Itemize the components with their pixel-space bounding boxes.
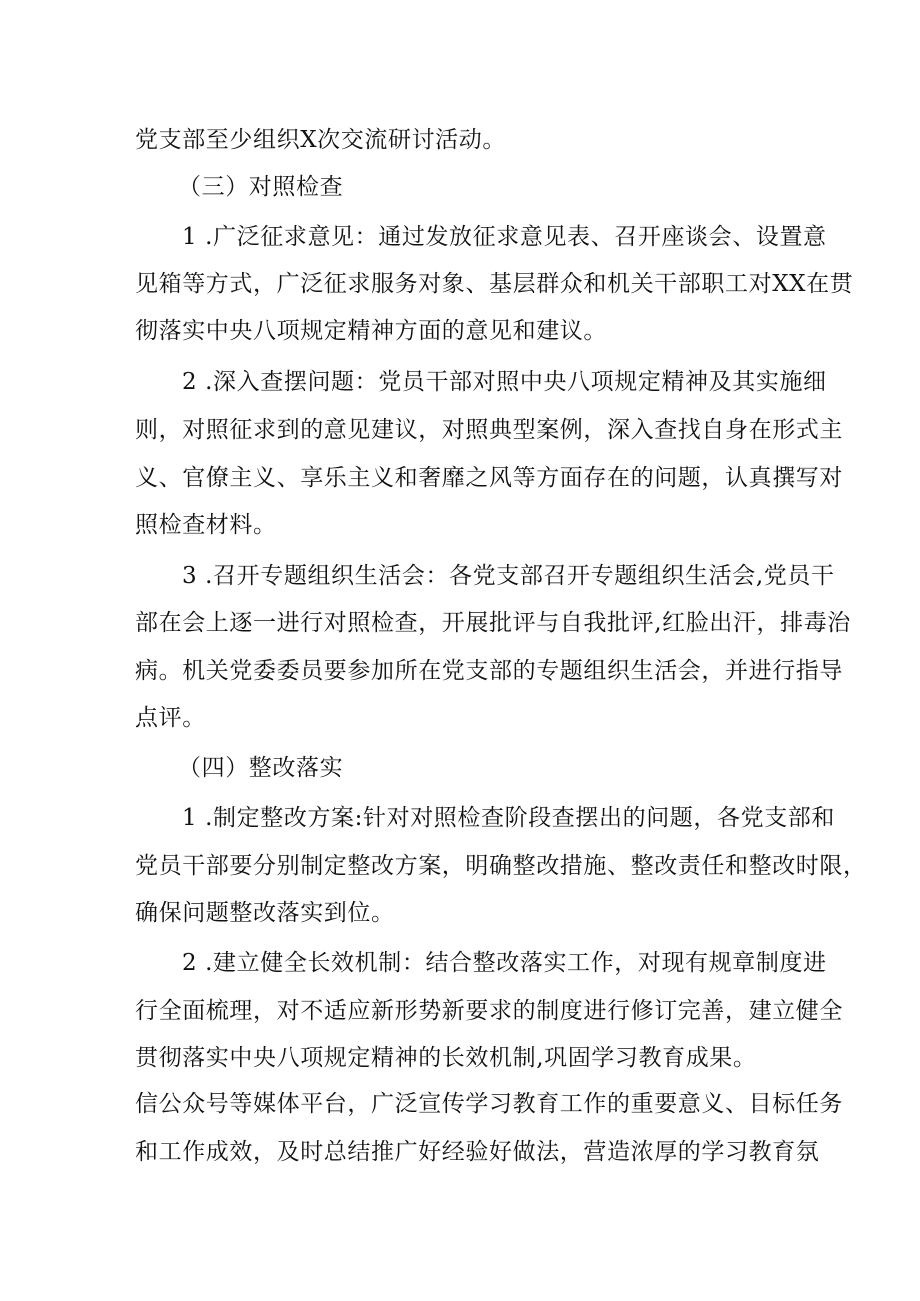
paragraph-line: 1 .制定整改方案:针对对照检查阶段查摆出的问题，各党支部和 [182, 805, 836, 831]
paragraph-line: 贯彻落实中央八项规定精神的长效机制,巩固学习教育成果。 [135, 1045, 757, 1071]
paragraph-line: 点评。 [135, 705, 206, 731]
paragraph-line: 1 .广泛征求意见：通过发放征求意见表、召开座谈会、设置意 [182, 224, 827, 250]
paragraph-line: 行全面梳理，对不适应新形势新要求的制度进行修订完善，建立健全 [135, 998, 843, 1024]
section-heading: （四）整改落实 [178, 755, 344, 781]
paragraph-line: 2 .建立健全长效机制：结合整改落实工作，对现有规章制度进 [182, 950, 827, 976]
paragraph-line: 和工作成效，及时总结推广好经验好做法，营造浓厚的学习教育氛 [135, 1139, 820, 1165]
paragraph-line: 照检查材料。 [135, 512, 277, 538]
paragraph-line: 义、官僚主义、享乐主义和奢靡之风等方面存在的问题，认真撰写对 [135, 465, 843, 491]
paragraph-line: 确保问题整改落实到位。 [135, 900, 395, 926]
paragraph-line: 党支部至少组织X次交流研讨活动。 [135, 127, 506, 153]
paragraph-line: 见箱等方式，广泛征求服务对象、基层群众和机关干部职工对XX在贯 [135, 271, 854, 297]
paragraph-line: 病。机关党委委员要参加所在党支部的专题组织生活会，并进行指导 [135, 658, 843, 684]
paragraph-line: 党员干部要分别制定整改方案，明确整改措施、整改责任和整改时限， [135, 853, 867, 879]
paragraph-line: 则，对照征求到的意见建议，对照典型案例，深入查找自身在形式主 [135, 417, 843, 443]
paragraph-line: 2 .深入查摆问题：党员干部对照中央八项规定精神及其实施细 [182, 369, 827, 395]
paragraph-line: 3 .召开专题组织生活会：各党支部召开专题组织生活会,党员干 [182, 563, 835, 589]
paragraph-line: 信公众号等媒体平台，广泛宣传学习教育工作的重要意义、目标任务 [135, 1091, 843, 1117]
paragraph-line: 彻落实中央八项规定精神方面的意见和建议。 [135, 318, 607, 344]
paragraph-line: 部在会上逐一进行对照检查，开展批评与自我批评,红脸出汗，排毒治 [135, 610, 851, 636]
section-heading: （三）对照检查 [178, 174, 344, 200]
